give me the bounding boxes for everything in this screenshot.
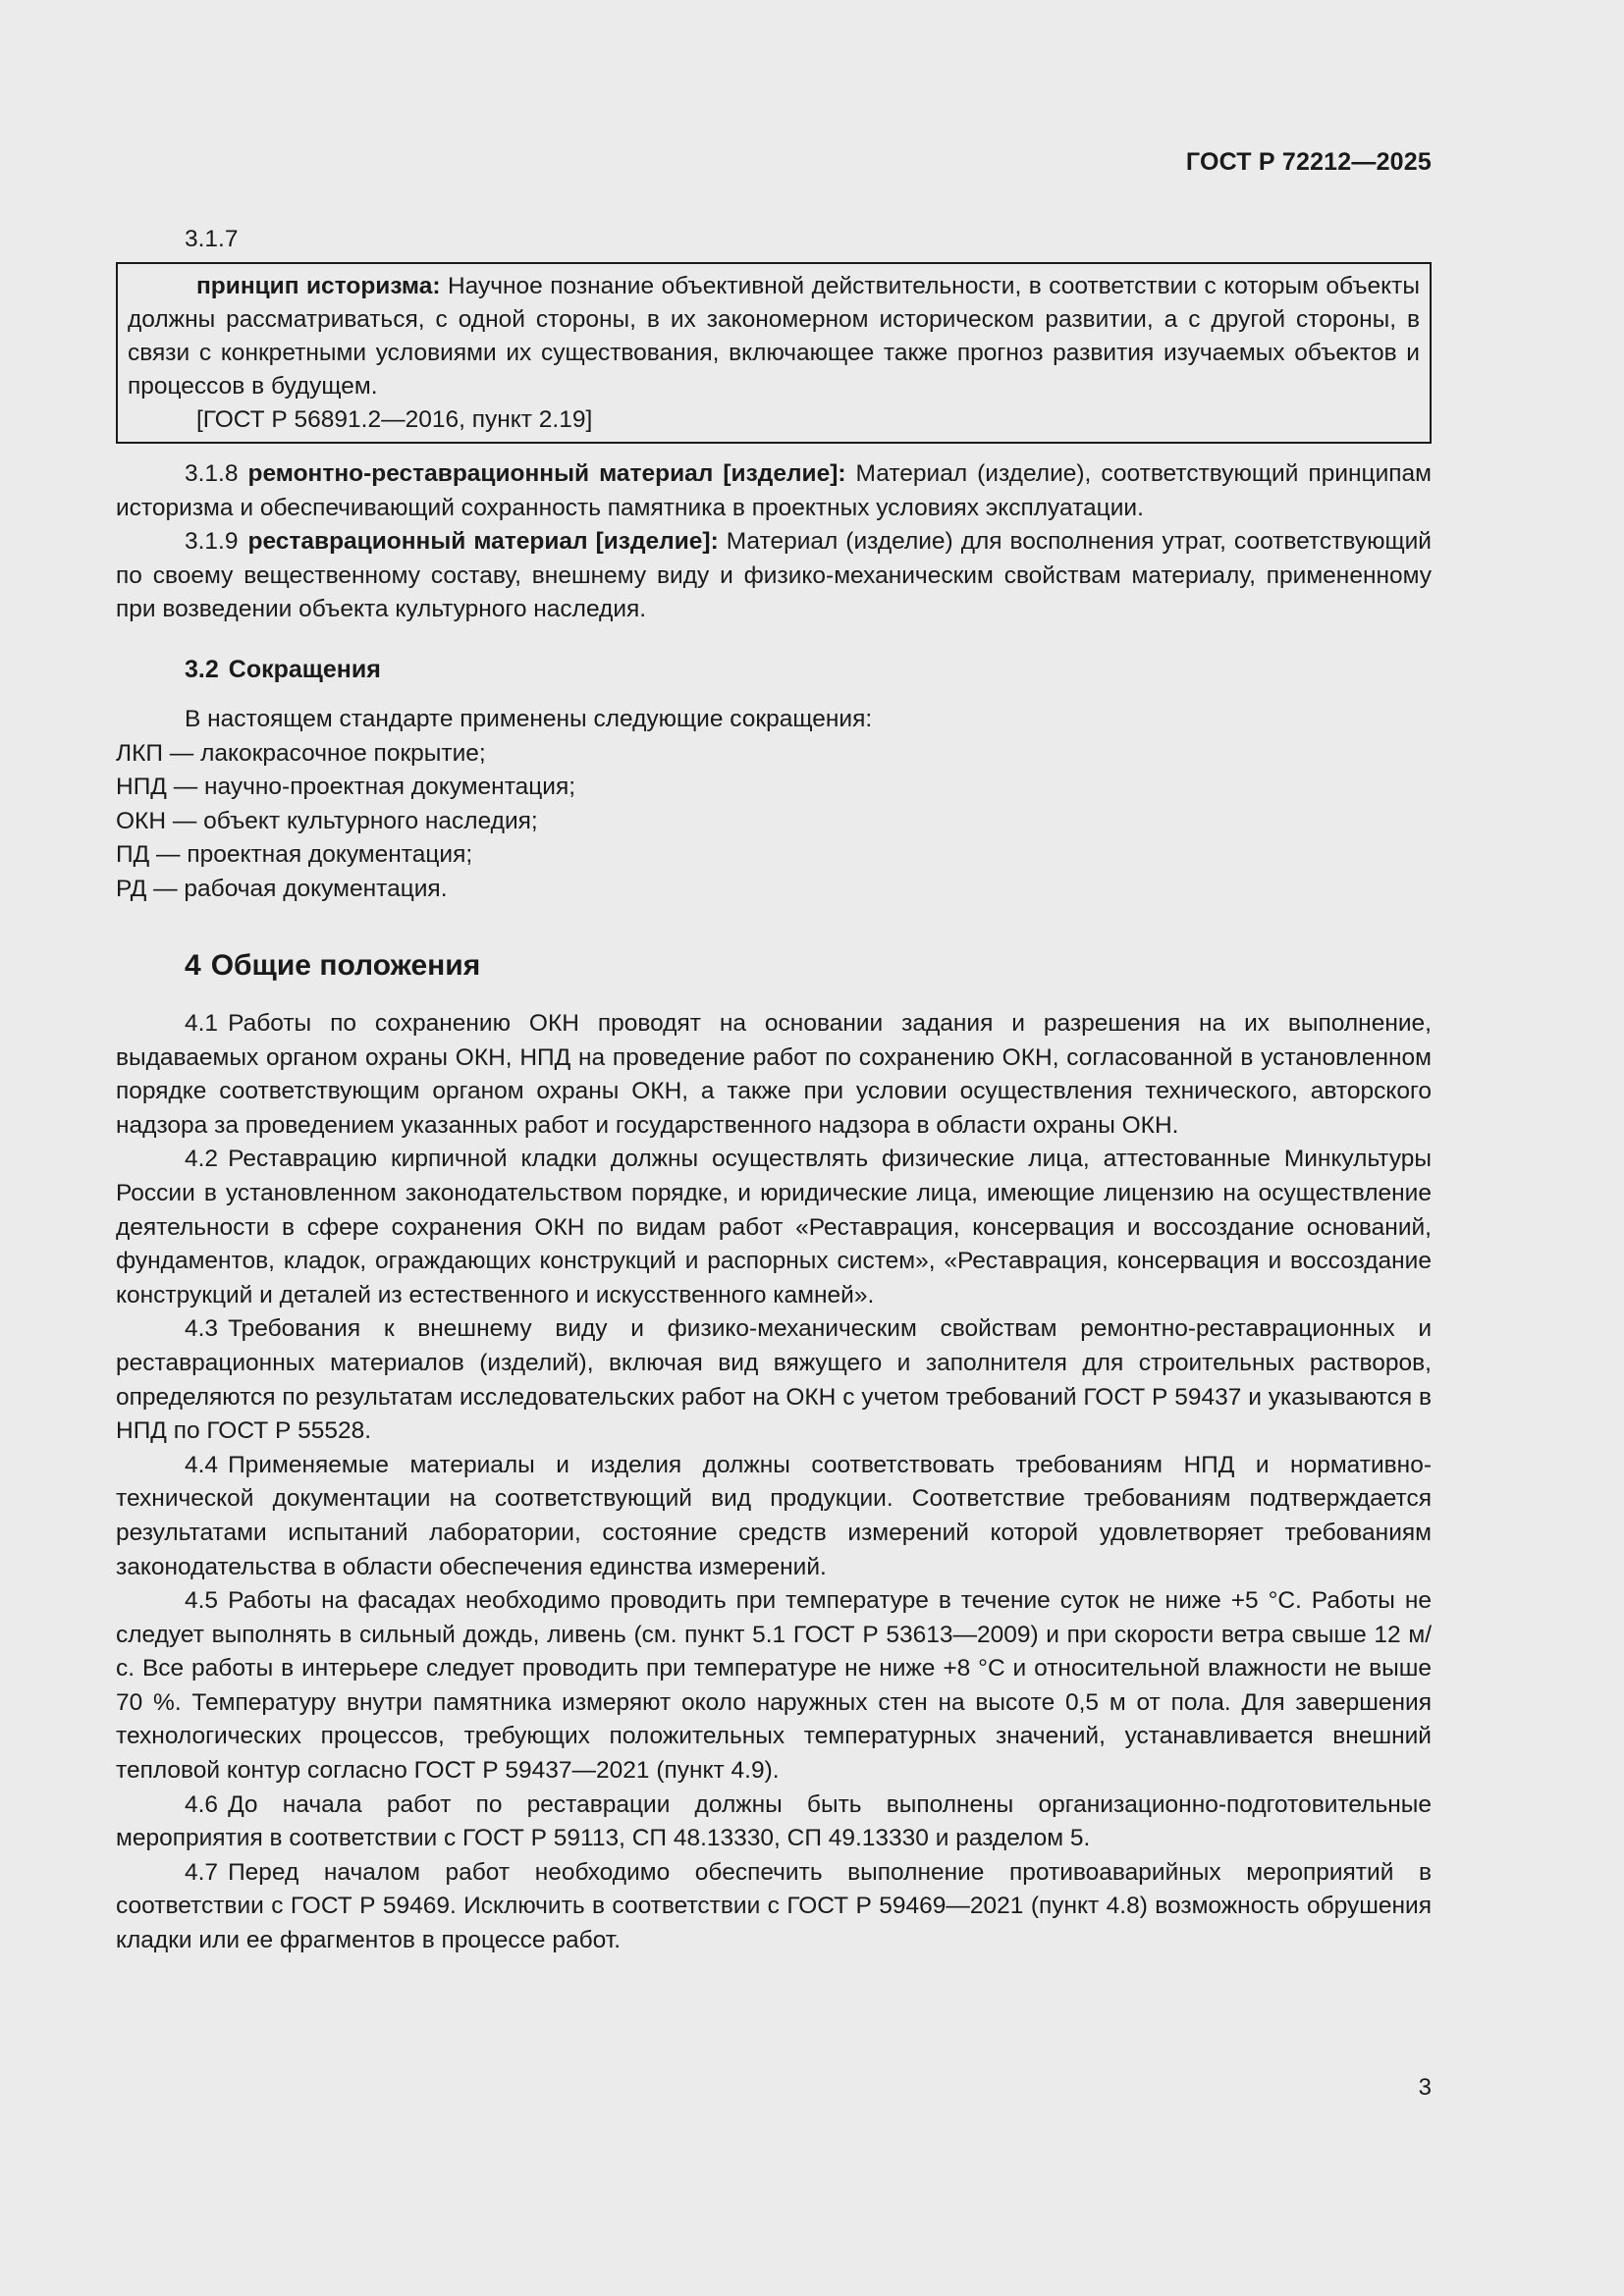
section-number: 4 [185, 949, 201, 982]
term-source-reference: [ГОСТ Р 56891.2—2016, пункт 2.19] [196, 406, 593, 433]
paragraph-text: Требования к внешнему виду и физико-механическим свойствам ремонтно-реставрационных и реставрационных материалов (изделий), включая вид вяжущего и заполнителя для строительных растворов, определяются по результатам исследовательских работ на ОКН с учетом требований ГОСТ Р 59437 и указываются в НПД по ГОСТ Р 55528. [116, 1315, 1432, 1445]
paragraph-number: 4.3 [185, 1315, 219, 1343]
paragraph-text: До начала работ по реставрации должны быть выполнены организационно-подготовительные мероприятия в соответствии с ГОСТ Р 59113, СП 48.13330, СП 49.13330 и разделом 5. [116, 1790, 1432, 1852]
section-4-body [116, 1007, 1432, 1958]
page-number: 3 [1418, 2074, 1432, 2101]
clause-number: 3.1.9 [185, 528, 239, 556]
document-designation: ГОСТ Р 72212—2025 [1185, 148, 1432, 176]
paragraph-4-3 [116, 1312, 1432, 1448]
paragraph-number: 4.7 [185, 1858, 219, 1886]
paragraph-number: 4.4 [185, 1451, 219, 1478]
clause-number: 3.1.8 [185, 460, 239, 487]
clause-number-3-1-7: 3.1.7 [185, 226, 239, 252]
paragraph-4-1 [116, 1007, 1432, 1143]
abbreviations-list [116, 703, 1432, 907]
paragraph-4-4 [116, 1449, 1432, 1584]
term-definition-text: Научное познание объективной действительности, в соответствии с которым объекты должны рассматриваться, с одной стороны, в их закономерном историческом развитии, а с другой стороны, в связи с конкретными условиями их существования, включающее также прогноз развития изучаемых объектов и процессов в будущем. [128, 273, 1420, 400]
section-3-2-heading [116, 653, 1432, 687]
abbreviations-intro: В настоящем стандарте применены следующие сокращения: [185, 706, 873, 732]
abbreviation-item: ОКН — объект культурного наследия; [116, 807, 538, 834]
clause-3-1-9 [116, 525, 1432, 627]
paragraph-4-7 [116, 1856, 1432, 1958]
section-4-heading [116, 946, 1432, 986]
paragraph-number: 4.5 [185, 1587, 219, 1615]
abbreviation-item: ЛКП — лакокрасочное покрытие; [116, 739, 486, 767]
term-name: ремонтно-реставрационный материал [изделие]: [247, 460, 846, 487]
paragraph-text: Применяемые материалы и изделия должны соответствовать требованиям НПД и нормативно-технической документации на соответствующий вид продукции. Соответствие требованиям подтверждается результатами испытаний лаборатории, состояние средств измерений которой удовлетворяет требованиям законодательства в области обеспечения единства измерений. [116, 1451, 1432, 1580]
paragraph-number: 4.2 [185, 1146, 219, 1173]
clause-3-1-8 [116, 457, 1432, 627]
abbreviation-item: НПД — научно-проектная документация; [116, 774, 576, 801]
abbreviation-item: ПД — проектная документация; [116, 841, 473, 869]
paragraph-text: Перед началом работ необходимо обеспечить выполнение противоаварийных мероприятий в соответствии с ГОСТ Р 59469. Исключить в соответствии с ГОСТ Р 59469—2021 (пункт 4.8) возможность обрушения кладки или ее фрагментов в процессе работ. [116, 1858, 1432, 1954]
paragraph-4-5 [116, 1584, 1432, 1789]
term-name: реставрационный материал [изделие]: [247, 528, 719, 556]
paragraph-text: Работы по сохранению ОКН проводят на основании задания и разрешения на их выполнение, выдаваемых органом охраны ОКН, НПД на проведение работ по сохранению ОКН, согласованной в установленном порядке соответствующим органом охраны ОКН, а также при условии осуществления технического, авторского надзора за проведением указанных работ и государственного надзора в области охраны ОКН. [116, 1010, 1432, 1139]
boxed-term-definition [116, 262, 1432, 444]
paragraph-number: 4.1 [185, 1010, 219, 1037]
term-definition-3-1-7 [128, 270, 1420, 403]
paragraph-number: 4.6 [185, 1790, 219, 1818]
paragraph-4-6 [116, 1789, 1432, 1856]
term-name: принцип историзма: [196, 273, 441, 299]
section-title: Сокращения [228, 656, 381, 683]
abbreviation-item: РД — рабочая документация. [116, 875, 448, 902]
paragraph-4-2 [116, 1143, 1432, 1312]
section-number: 3.2 [185, 656, 219, 683]
term-definition-text: Материал (изделие), соответствующий принципам историзма и обеспечивающий сохранность памятника в проектных условиях эксплуатации. [116, 460, 1432, 521]
term-definition-text: Материал (изделие) для восполнения утрат, соответствующий по своему вещественному составу, внешнему виду и физико-механическим свойствам материалу, примененному при возведении объекта культурного наследия. [116, 528, 1432, 623]
paragraph-text: Работы на фасадах необходимо проводить при температуре в течение суток не ниже +5 °С. Работы не следует выполнять в сильный дождь, ливень (см. пункт 5.1 ГОСТ Р 53613—2009) и при скорости ветра свыше 12 м/с. Все работы в интерьере следует проводить при температуре не ниже +8 °С и относительной влажности не выше 70 %. Температуру внутри памятника измеряют около наружных стен на высоте 0,5 м от пола. Для завершения технологических процессов, требующих положительных температурных значений, устанавливается внешний тепловой контур согласно ГОСТ Р 59437—2021 (пункт 4.9). [116, 1587, 1432, 1785]
section-title: Общие положения [210, 949, 481, 982]
paragraph-text: Реставрацию кирпичной кладки должны осуществлять физические лица, аттестованные Минкультуры России в установленном законодательством порядке, и юридические лица, имеющие лицензию на осуществление деятельности в сфере сохранения ОКН по видам работ «Реставрация, консервация и воссоздание оснований, фундаментов, кладок, ограждающих конструкций и распорных систем», «Реставрация, консервация и воссоздание конструкций и деталей из естественного и искусственного камней». [116, 1146, 1432, 1308]
